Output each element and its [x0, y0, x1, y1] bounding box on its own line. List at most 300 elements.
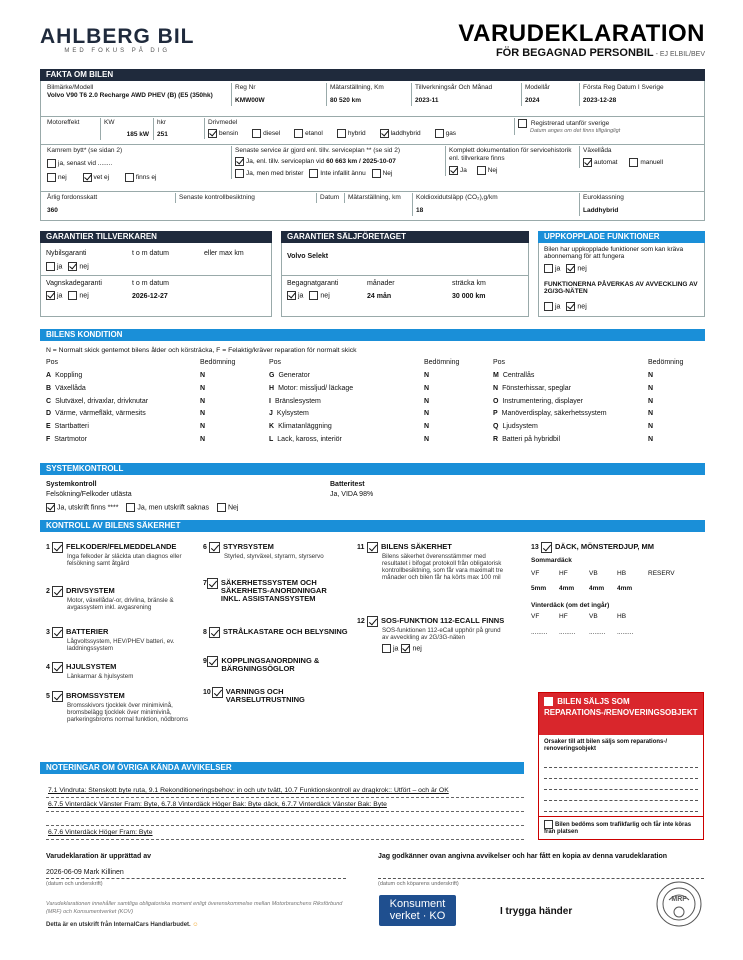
nyb-nej-label: nej — [79, 263, 89, 271]
kondition-value: N — [200, 397, 206, 405]
sakerhet-checkbox[interactable] — [52, 662, 63, 673]
kondition-row — [269, 409, 309, 418]
kondition-row — [269, 422, 332, 431]
kamrem-nej-label: nej — [58, 174, 67, 182]
komplett-label: Komplett dokumentation för servicehistorik enl. tillverkare finns — [449, 147, 572, 162]
vaxel-man-label: manuell — [640, 159, 664, 167]
service-ja-value: 60 663 km / 2025-10-07 — [326, 158, 396, 166]
kondition-value: N — [200, 372, 206, 379]
tire-head: HF — [559, 613, 568, 620]
fakta-header: FAKTA OM BILEN — [40, 69, 705, 81]
euro-cell — [579, 193, 704, 216]
sakerhet-checkbox[interactable] — [207, 656, 218, 667]
sakerhet-checkbox[interactable] — [209, 627, 220, 638]
vagn-ja-label: ja — [57, 292, 63, 300]
vagn-tom-label: t o m datum — [132, 280, 169, 287]
sos-ja-checkbox[interactable] — [382, 644, 391, 653]
kondition-row — [46, 384, 86, 393]
matar-cell — [344, 193, 412, 203]
model-value: Volvo V90 T6 2.0 Recharge AWD PHEV (B) (E5 (350hk) — [47, 92, 213, 99]
nyb-nej-checkbox[interactable] — [68, 262, 77, 271]
tire-head: RESERV — [648, 570, 675, 577]
service-nej-checkbox[interactable] — [372, 169, 381, 178]
tire-vinter-value: ......... — [559, 629, 576, 636]
kamrem-nej-checkbox[interactable] — [47, 173, 56, 182]
kondition-key: J — [269, 410, 273, 418]
koldi-cell — [412, 193, 579, 216]
sakerhet-title: BROMSSYSTEM — [66, 691, 125, 700]
utanfor-cell — [514, 118, 704, 135]
sakerhet-num: 9 — [203, 658, 207, 665]
service-ja-checkbox[interactable] — [235, 157, 244, 166]
upp1-nej-label: nej — [577, 265, 587, 273]
kamrem-dots: ........ — [97, 160, 113, 168]
vaxel-cell — [579, 146, 704, 168]
kw-cell — [100, 118, 152, 140]
tillv-value: 2023-11 — [415, 97, 439, 104]
kondition-value: N — [648, 410, 654, 418]
sakerhet-num: 1 — [46, 544, 50, 551]
kondition-key: F — [46, 436, 51, 443]
brand-logo — [40, 25, 195, 54]
kondition-value: N — [648, 423, 654, 431]
kondition-item: Klimatanläggning — [278, 423, 332, 431]
koldi-value: 18 — [416, 207, 424, 214]
system-sub: Felsökning/Felkoder utlästa — [46, 491, 132, 498]
reparation-checkbox[interactable] — [544, 697, 553, 706]
nyb-label: Nybilsgaranti — [46, 250, 87, 257]
kondition-item: Koppling — [55, 372, 83, 379]
bed-label-2: Bedömning — [424, 359, 460, 366]
sakerhet-title: SOS-FUNKTION 112-ECALL FINNS — [381, 616, 505, 625]
kamrem-vetej-checkbox[interactable] — [83, 173, 92, 182]
service-inte-label: Inte infallit ännu — [320, 170, 366, 178]
sakerhet-item — [46, 662, 191, 680]
sakerhet-checkbox[interactable] — [207, 578, 218, 589]
kov-line1: Konsument — [389, 898, 446, 910]
sakerhet-item-head — [46, 691, 191, 702]
komplett-ja-checkbox[interactable] — [449, 166, 458, 175]
garanti-tillv-header: GARANTIER TILLVERKAREN — [40, 231, 272, 243]
nyb-ja-checkbox[interactable] — [46, 262, 55, 271]
sakerhet-num: 11 — [357, 544, 365, 551]
bed-label-1: Bedömning — [200, 359, 236, 366]
kondition-key: C — [46, 397, 52, 405]
kamrem-ja-checkbox[interactable] — [47, 159, 56, 168]
tire-sommar-value: 5mm — [531, 585, 547, 592]
sakerhet-desc: Länkarmar & hjulsystem — [67, 673, 134, 680]
upp2-ja-label: ja — [555, 303, 561, 311]
driv-laddhybrid-checkbox[interactable] — [380, 129, 389, 138]
sakerhet-checkbox[interactable] — [367, 616, 378, 627]
sakerhet-checkbox[interactable] — [52, 627, 63, 638]
sommar-label: Sommardäck — [531, 557, 572, 564]
datum-label: Datum — [320, 194, 340, 201]
kondition-row — [269, 435, 342, 444]
driv-laddhybrid-label: laddhybrid — [390, 130, 421, 138]
service-nej-label: Nej — [382, 170, 393, 178]
service-inte-checkbox[interactable] — [309, 169, 318, 178]
driv-hybrid-checkbox[interactable] — [337, 129, 346, 138]
kondition-value: N — [648, 397, 654, 405]
beg-ja-label: ja — [298, 292, 304, 300]
kamrem-finnsej-label: finns ej — [135, 174, 157, 182]
euro-value: Laddhybrid — [583, 207, 619, 214]
sakerhet-title: STYRSYSTEM — [223, 542, 274, 551]
vagn-label: Vagnskadegaranti — [46, 280, 102, 287]
reparation-box — [538, 692, 704, 840]
kw-label: KW — [104, 119, 115, 126]
trafikfarlig-checkbox[interactable] — [544, 820, 553, 829]
kondition-item: Fönsterhissar, speglar — [502, 384, 571, 392]
garanti-salj-header: GARANTIER SÄLJFÖRETAGET — [281, 231, 529, 243]
sakerhet-checkbox[interactable] — [52, 691, 63, 702]
system-opt3-label: Nej — [227, 504, 239, 512]
vagn-nej-checkbox[interactable] — [68, 291, 77, 300]
matar-label: Mätarställning, km — [348, 194, 401, 201]
kondition-value: N — [648, 384, 654, 392]
sakerhet-item-head — [46, 586, 191, 597]
service-ja-label: Ja, enl. tillv. serviceplan vid — [246, 158, 325, 166]
utskrift-note — [46, 921, 199, 930]
system-opt1-label: Ja, utskrift finns **** — [57, 504, 119, 512]
kondition-key: A — [46, 372, 52, 379]
kondition-item: Lack, kaross, interiör — [277, 436, 342, 443]
note-line-text: 6.7.6 Vinterdäck Höger Fram: Byte — [48, 829, 153, 836]
sakerhet-checkbox[interactable] — [52, 586, 63, 597]
km-cell — [326, 83, 411, 106]
sakerhet-title: HJULSYSTEM — [66, 662, 117, 671]
upp2-ja-checkbox[interactable] — [544, 302, 553, 311]
kondition-key: K — [269, 423, 275, 431]
komplett-nej-label: Nej — [487, 167, 498, 175]
kondition-value: N — [424, 436, 430, 443]
kondition-row — [269, 384, 353, 393]
sakerhet-item — [357, 542, 507, 581]
sakerhet-title: DÄCK, MÖNSTERDJUP, MM — [555, 542, 655, 551]
reg-value: KMW00W — [235, 97, 265, 104]
kondition-key: G — [269, 372, 275, 379]
kondition-item: Motor: missljud/ läckage — [278, 384, 354, 392]
tire-head: VF — [531, 613, 540, 620]
kondition-item: Centrallås — [502, 372, 535, 379]
tire-head: VF — [531, 570, 540, 577]
kondition-key: P — [493, 410, 498, 418]
sakerhet-item-head — [203, 687, 348, 704]
sakerhet-item-head — [46, 662, 191, 673]
kondition-item: Instrumentering, displayer — [502, 397, 583, 405]
sos-nej-label: nej — [412, 645, 422, 653]
vagn-ja-checkbox[interactable] — [46, 291, 55, 300]
salj-km-label: sträcka km — [452, 280, 486, 287]
kondition-row — [493, 384, 571, 393]
upp2-nej-checkbox[interactable] — [566, 302, 575, 311]
upp1-nej-checkbox[interactable] — [566, 264, 575, 273]
noteringar-header: NOTERINGAR OM ÖVRIGA KÄNDA AVVIKELSER — [40, 762, 524, 774]
trygga-text: I trygga händer — [500, 906, 573, 917]
model-label: Bilmärke/Modell — [47, 84, 94, 91]
batt-label: Batteritest — [330, 481, 365, 488]
sakerhet-desc: SOS-funktionen 112-eCall upphör på grund av avveckling av 2G/3G-näten — [382, 627, 501, 641]
sakerhet-num: 12 — [357, 618, 365, 625]
sakerhet-checkbox[interactable] — [541, 542, 552, 553]
doc-title: VARUDEKLARATION — [458, 20, 705, 47]
service-brister-label: Ja, men med brister — [246, 170, 304, 178]
kondition-row — [46, 397, 148, 406]
service-brister-checkbox[interactable] — [235, 169, 244, 178]
km-label: Mätarställning, Km — [330, 84, 384, 91]
kondition-value: N — [200, 436, 206, 443]
kopare-under: (datum och köparens underskrift) — [378, 881, 459, 887]
kondition-item: Startbatteri — [54, 423, 89, 431]
motor-label: Motoreffekt — [47, 119, 80, 126]
hk-label: hkr — [157, 119, 167, 126]
sakerhet-header: KONTROLL AV BILENS SÄKERHET — [40, 520, 705, 532]
driv-diesel-label: diesel — [263, 130, 281, 138]
pos-label-2: Pos — [269, 359, 282, 366]
sakerhet-num: 4 — [46, 664, 50, 671]
kondition-item: Kylsystem — [276, 410, 309, 418]
tire-sommar-value: 4mm — [617, 585, 633, 592]
tire-vinter-value: ......... — [617, 629, 634, 636]
bed-label-3: Bedömning — [648, 359, 684, 366]
sos-options — [382, 644, 507, 653]
driv-gas-label: gas — [445, 130, 457, 138]
driv-etanol-label: etanol — [305, 130, 323, 138]
sakerhet-num: 10 — [203, 689, 211, 696]
kondition-row — [493, 409, 607, 418]
koldi-label: Koldioxidutsläpp (CO₂),g/km — [416, 194, 498, 201]
note-line-rule — [46, 797, 524, 798]
kondition-row — [46, 435, 87, 444]
kondition-value: N — [424, 384, 430, 392]
sakerhet-title: KOPPLINGSANORDNING & BÄRGNINGSÖGLOR — [221, 656, 320, 673]
reg-cell — [231, 83, 326, 106]
brand-name: AHLBERG BIL — [40, 25, 195, 48]
kondition-key: Q — [493, 423, 499, 431]
doc-title-block — [458, 22, 705, 61]
tire-head: VB — [589, 570, 598, 577]
kondition-key: H — [269, 384, 275, 392]
kondition-item: Växellåda — [55, 384, 86, 392]
tire-sommar-value: 4mm — [589, 585, 605, 592]
tire-sommar-value: 4mm — [559, 585, 575, 592]
smile-icon: ☺ — [192, 922, 199, 928]
sakerhet-num: 6 — [203, 544, 207, 551]
sakerhet-checkbox[interactable] — [212, 687, 223, 698]
kondition-item: Värme, värmefläkt, värmesits — [55, 410, 146, 418]
beg-label: Begagnatgaranti — [287, 280, 339, 287]
sakerhet-item — [357, 616, 507, 653]
vagn-tom-value: 2026-12-27 — [132, 293, 168, 300]
system-opt2-checkbox[interactable] — [126, 503, 135, 512]
sakerhet-title: SÄKERHETSSYSTEM OCH SÄKERHETS-ANORDNINGAR INKL. ASSISTANSSYSTEM — [220, 578, 327, 603]
datum-anges-note: Datum anges om det finns tillgängligt — [530, 128, 621, 135]
vaxel-label: Växellåda — [583, 147, 612, 154]
kondition-value: N — [424, 410, 430, 418]
sos-nej-checkbox[interactable] — [401, 644, 410, 653]
sakerhet-title: FELKODER/FELMEDDELANDE — [66, 542, 177, 551]
sakerhet-item — [46, 627, 191, 652]
vaxel-auto-checkbox[interactable] — [583, 158, 592, 167]
driv-cell — [204, 118, 514, 139]
upprattad-value: 2026-06-09 Mark Killinen — [46, 869, 124, 876]
sakerhet-item — [46, 542, 191, 567]
system-opt1-checkbox[interactable] — [46, 503, 55, 512]
driv-hybrid-label: hybrid — [347, 130, 366, 138]
sakerhet-item — [46, 586, 191, 611]
sakerhet-desc: Inga felkoder är släckta utan diagnos eller felsökning samt åtgärd — [67, 553, 182, 567]
sakerhet-title: VARNINGS OCH VARSELUTRUSTNING — [225, 687, 305, 704]
seal-text: MRF — [671, 896, 687, 903]
euro-label: Euroklassning — [583, 194, 624, 201]
forsta-cell — [579, 83, 704, 106]
modellar-label: Modellår — [525, 84, 550, 91]
kondition-row — [269, 371, 310, 380]
utanfor-checkbox[interactable] — [518, 119, 527, 128]
sakerhet-title: BILENS SÄKERHET — [381, 542, 452, 551]
kontroll-label: Senaste kontrollbesiktning — [179, 194, 255, 201]
sakerhet-title: STRÅLKASTARE OCH BELYSNING — [223, 627, 348, 636]
vaxel-man-checkbox[interactable] — [629, 158, 638, 167]
hk-value: 251 — [157, 131, 168, 138]
driv-etanol-checkbox[interactable] — [294, 129, 303, 138]
sakerhet-item-head — [531, 542, 701, 553]
tire-vinter-value: ......... — [531, 629, 548, 636]
model-cell — [44, 83, 230, 101]
system-label: Systemkontroll — [46, 481, 97, 488]
modellar-value: 2024 — [525, 97, 540, 104]
kondition-value: N — [424, 372, 430, 379]
kondition-key: O — [493, 397, 499, 405]
km-value: 80 520 km — [330, 97, 362, 104]
sakerhet-checkbox[interactable] — [367, 542, 378, 553]
sakerhet-num: 7 — [203, 580, 207, 587]
sakerhet-item — [203, 542, 348, 560]
kamrem-label: Kamrem bytt* (se sidan 2) — [47, 147, 123, 154]
datum-under: (datum och underskrift) — [46, 881, 103, 887]
kondition-value: N — [424, 423, 430, 431]
beg-ja-checkbox[interactable] — [287, 291, 296, 300]
kondition-row — [46, 371, 82, 380]
pos-label-1: Pos — [46, 359, 59, 366]
sakerhet-desc: Lågvoltssystem, HEV/PHEV batteri, ev. laddningssystem — [67, 638, 175, 652]
beg-nej-label: nej — [320, 292, 330, 300]
sakerhet-num: 2 — [46, 588, 50, 595]
note-line-text: 7.1 Vindruta: Stenskott byte ruta, 9.1 Rekonditioneringsbehov: in och utv tvätt, 10.7 Funktionskontroll av dragkrok:: Utfört – och är OK — [48, 787, 449, 794]
kondition-header: BILENS KONDITION — [40, 329, 705, 341]
kondition-value: N — [648, 436, 654, 443]
sakerhet-item — [46, 691, 191, 723]
tire-head: HB — [617, 570, 627, 577]
doc-subtitle: FÖR BEGAGNAD PERSONBIL — [495, 47, 654, 59]
komplett-cell — [445, 146, 579, 176]
forsta-label: Första Reg Datum I Sverige — [583, 84, 664, 91]
kondition-row — [493, 397, 583, 406]
sakerhet-checkbox[interactable] — [209, 542, 220, 553]
system-opt3-checkbox[interactable] — [217, 503, 226, 512]
note-line-text: 6.7.5 Vinterdäck Vänster Fram: Byte, 6.7.8 Vinterdäck Höger Bak: Byte däck, 6.7.7 Vinterdäck Vänster Bak: Byte — [48, 801, 387, 808]
forsta-value: 2023-12-28 — [583, 97, 617, 104]
kondition-row — [493, 371, 534, 380]
kondition-row — [46, 409, 146, 418]
reparation-title: BILEN SÄLJS SOM REPARATIONS-/RENOVERINGSOBJEKT — [544, 697, 698, 717]
skatt-cell — [44, 193, 174, 216]
reparation-text: Orsaker till att bilen säljs som reparations-/ renoveringsobjekt — [544, 739, 668, 752]
salj-km-value: 30 000 km — [452, 293, 486, 300]
sakerhet-desc: Bromsskivors tjocklek över minimivinå, bromsbelägg tjocklek över minimivinå, parkeringsbroms normal funktion, nödbroms — [67, 702, 189, 723]
komplett-ja-label: Ja — [460, 167, 467, 175]
beg-nej-checkbox[interactable] — [309, 291, 318, 300]
sakerhet-title: BATTERIER — [66, 627, 109, 636]
skatt-label: Årlig fordonsskatt — [47, 194, 98, 201]
kondition-row — [269, 397, 321, 406]
kov-line2: verket · KO — [389, 910, 446, 922]
kw-value: 185 kW — [126, 131, 149, 138]
vinter-label: Vinterdäck (om det ingår) — [531, 602, 610, 609]
pos-label-3: Pos — [493, 359, 506, 366]
kamrem-finnsej-checkbox[interactable] — [125, 173, 134, 182]
upprattad-label: Varudeklaration är upprättad av — [46, 853, 152, 860]
kondition-item: Slutväxel, drivaxlar, drivknutar — [55, 397, 149, 405]
sakerhet-desc: Styrled, styrväxel, styrarm, styrservo — [224, 553, 324, 560]
kondition-value: N — [200, 384, 206, 392]
datum-cell — [316, 193, 344, 203]
sakerhet-checkbox[interactable] — [52, 542, 63, 553]
salj-company: Volvo Selekt — [287, 253, 329, 260]
komplett-nej-checkbox[interactable] — [477, 166, 486, 175]
konsumentverket-logo — [379, 895, 456, 926]
kondition-key: I — [269, 397, 271, 405]
kondition-row — [493, 422, 538, 431]
kondition-item: Startmotor — [54, 436, 87, 443]
sakerhet-item-head — [203, 656, 348, 673]
kondition-value: N — [200, 423, 206, 431]
driv-diesel-checkbox[interactable] — [252, 129, 261, 138]
kamrem-ja-label: ja, senast vid — [58, 160, 96, 168]
vaxel-auto-label: automat — [594, 159, 618, 167]
tire-head: HF — [559, 570, 568, 577]
sakerhet-title: DRIVSYSTEM — [66, 586, 115, 595]
nyb-tom-label: t o m datum — [132, 250, 169, 257]
kondition-key: B — [46, 384, 52, 392]
kamrem-vetej-label: vet ej — [93, 174, 110, 182]
sakerhet-item — [203, 687, 348, 704]
utskrift-text: Detta är en utskrift från InternalCars Handlarbudet. — [46, 922, 191, 928]
disclaimer: Varudeklarationen innehåller samtliga obligatoriska moment enligt överenskommelse mellan Motorbranchens Riksförbund (MRF) och Konsumentverket (KOV) — [46, 901, 343, 915]
service-label: Senaste service är gjord enl. tillv. serviceplan ** (se sid 2) — [235, 147, 400, 154]
kondition-key: M — [493, 372, 499, 379]
sakerhet-item — [203, 578, 348, 603]
sakerhet-item-head — [357, 616, 507, 627]
driv-label: Drivmedel — [208, 119, 238, 126]
upp1-ja-checkbox[interactable] — [544, 264, 553, 273]
driv-gas-checkbox[interactable] — [435, 129, 444, 138]
trafikfarlig-label: Bilen bedöms som trafikfarlig och får inte köras från platsen — [544, 822, 692, 835]
man-value: 24 mån — [367, 293, 392, 300]
vagn-nej-label: nej — [79, 292, 89, 300]
kondition-legend: N = Normalt skick gentemot bilens ålder och körsträcka, F = Felaktig/kräver reparation för normalt skick — [46, 347, 357, 354]
kondition-key: N — [493, 384, 499, 392]
sakerhet-item-head — [357, 542, 507, 553]
kondition-key: D — [46, 410, 52, 418]
kondition-row — [493, 435, 560, 444]
doc-subtitle-suffix: - EJ ELBIL/BEV — [655, 51, 705, 58]
sakerhet-item-head — [203, 578, 348, 603]
sakerhet-item-head — [46, 542, 191, 553]
motor-cell — [44, 118, 99, 128]
driv-bensin-checkbox[interactable] — [208, 129, 217, 138]
